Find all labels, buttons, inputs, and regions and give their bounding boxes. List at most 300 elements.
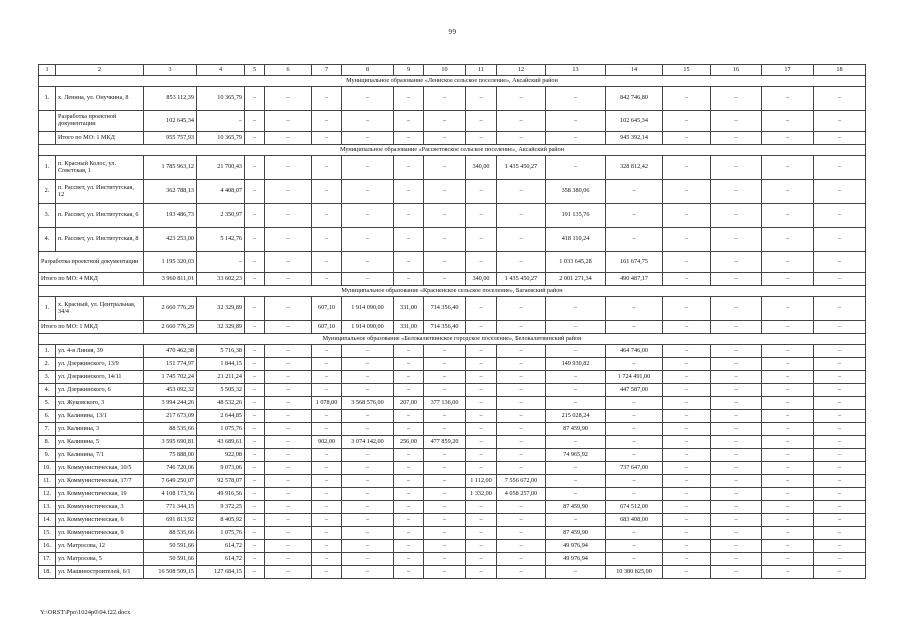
table-cell: – — [497, 321, 546, 334]
table-cell: – — [265, 501, 312, 514]
table-cell: – — [606, 423, 663, 436]
table-cell: 256,00 — [394, 436, 424, 449]
section-header-row — [39, 76, 866, 87]
column-number: 1 — [39, 65, 56, 76]
row-number: 8. — [39, 436, 56, 449]
table-cell: – — [245, 358, 265, 371]
table-cell: – — [466, 436, 497, 449]
table-cell: – — [342, 527, 394, 540]
row-number: 3. — [39, 371, 56, 384]
column-number: 4 — [197, 65, 245, 76]
column-number: 11 — [466, 65, 497, 76]
row-number: 4. — [39, 384, 56, 397]
table-cell: 418 110,24 — [546, 228, 606, 252]
table-cell: – — [245, 423, 265, 436]
table-cell: – — [394, 180, 424, 204]
table-cell: – — [342, 566, 394, 579]
table-cell: – — [424, 423, 466, 436]
table-cell: – — [312, 449, 342, 462]
address-cell: ул. Коммунистическая, 9 — [56, 527, 144, 540]
table-cell: – — [245, 111, 265, 132]
table-cell: – — [394, 423, 424, 436]
address-cell: п. Красный Колос, ул. Советская, 1 — [56, 156, 144, 180]
table-cell: 853 112,39 — [144, 87, 197, 111]
table-cell: – — [394, 384, 424, 397]
table-cell: – — [762, 553, 814, 566]
table-cell: – — [497, 462, 546, 475]
table-cell: – — [466, 514, 497, 527]
table-cell: – — [265, 358, 312, 371]
table-cell: – — [711, 180, 762, 204]
table-cell: – — [466, 397, 497, 410]
table-cell: – — [762, 462, 814, 475]
table-cell: – — [606, 397, 663, 410]
table-cell: – — [312, 358, 342, 371]
table-cell: – — [312, 423, 342, 436]
column-number: 17 — [762, 65, 814, 76]
table-cell: – — [663, 358, 711, 371]
table-cell: 2 644,85 — [197, 410, 245, 423]
table-cell: – — [466, 358, 497, 371]
address-cell: п. Рассвет, ул. Институтская, 6 — [56, 204, 144, 228]
table-row — [39, 527, 866, 540]
table-cell: – — [424, 462, 466, 475]
table-cell: 683 408,00 — [606, 514, 663, 527]
table-cell: 447 587,00 — [606, 384, 663, 397]
table-cell: 21 211,24 — [197, 371, 245, 384]
table-cell: – — [394, 527, 424, 540]
row-number: 1. — [39, 156, 56, 180]
table-cell: 737 647,00 — [606, 462, 663, 475]
row-number — [39, 111, 56, 132]
row-number: 6. — [39, 410, 56, 423]
table-cell: – — [606, 204, 663, 228]
table-cell: – — [606, 436, 663, 449]
table-cell: – — [245, 436, 265, 449]
table-cell: 2 350,97 — [197, 204, 245, 228]
column-number: 5 — [245, 65, 265, 76]
table-cell: – — [814, 252, 866, 273]
table-cell: – — [466, 384, 497, 397]
table-cell: 377 136,00 — [424, 397, 466, 410]
table-cell: – — [342, 156, 394, 180]
table-cell: – — [497, 132, 546, 145]
table-cell: – — [663, 553, 711, 566]
table-cell: – — [394, 540, 424, 553]
table-cell: – — [663, 566, 711, 579]
table-cell: – — [394, 566, 424, 579]
table-cell: – — [424, 501, 466, 514]
table-cell: – — [762, 358, 814, 371]
table-cell: – — [265, 462, 312, 475]
table-cell: – — [394, 252, 424, 273]
table-cell: – — [265, 156, 312, 180]
table-row — [39, 449, 866, 462]
table-cell: – — [762, 371, 814, 384]
table-cell: 127 684,15 — [197, 566, 245, 579]
table-cell: 746 720,06 — [144, 462, 197, 475]
table-cell: – — [466, 540, 497, 553]
table-cell: – — [814, 297, 866, 321]
table-cell: 3 074 142,00 — [342, 436, 394, 449]
table-cell: – — [762, 228, 814, 252]
table-cell: – — [606, 297, 663, 321]
table-cell: – — [265, 423, 312, 436]
table-cell: – — [546, 345, 606, 358]
column-number: 15 — [663, 65, 711, 76]
table-cell: 3 568 576,00 — [342, 397, 394, 410]
table-cell: – — [245, 321, 265, 334]
table-cell: – — [265, 87, 312, 111]
table-cell: 2 660 776,29 — [144, 297, 197, 321]
table-cell: 74 965,92 — [546, 449, 606, 462]
table-cell: – — [265, 273, 312, 286]
table-cell: 1 332,00 — [466, 488, 497, 501]
table-cell: – — [606, 358, 663, 371]
section-title: Муниципальное образование «Рассветовское сельское поселение», Аксайский район — [39, 145, 866, 156]
table-cell: – — [312, 462, 342, 475]
table-row — [39, 540, 866, 553]
table-cell: – — [606, 449, 663, 462]
table-cell: – — [762, 488, 814, 501]
table-cell: – — [497, 501, 546, 514]
table-cell: – — [394, 501, 424, 514]
table-cell: – — [245, 397, 265, 410]
table-cell: – — [265, 488, 312, 501]
table-cell: – — [711, 462, 762, 475]
table-cell: 1 914 090,00 — [342, 321, 394, 334]
table-row — [39, 488, 866, 501]
table-cell: – — [394, 514, 424, 527]
table-cell: – — [312, 273, 342, 286]
table-cell: – — [394, 111, 424, 132]
table-cell: – — [814, 462, 866, 475]
table-row — [39, 566, 866, 579]
table-cell: – — [265, 228, 312, 252]
table-cell: – — [497, 397, 546, 410]
table-cell: – — [663, 297, 711, 321]
table-cell: 9 073,06 — [197, 462, 245, 475]
table-cell: 149 930,82 — [546, 358, 606, 371]
table-cell: – — [424, 204, 466, 228]
table-cell: – — [312, 540, 342, 553]
table-row — [39, 180, 866, 204]
table-cell: – — [466, 501, 497, 514]
table-cell: 1 435 450,27 — [497, 273, 546, 286]
table-cell: – — [663, 180, 711, 204]
table-cell: 714 356,40 — [424, 321, 466, 334]
section-header-row — [39, 145, 866, 156]
table-cell: – — [711, 273, 762, 286]
table-cell: – — [711, 297, 762, 321]
table-cell: – — [424, 345, 466, 358]
address-cell: ул. Коммунистическая, 19 — [56, 488, 144, 501]
column-number: 8 — [342, 65, 394, 76]
table-cell: – — [312, 553, 342, 566]
table-cell: – — [312, 252, 342, 273]
table-cell: – — [762, 423, 814, 436]
table-cell: – — [245, 273, 265, 286]
table-cell: – — [762, 321, 814, 334]
address-cell: ул. Калинина, 7/1 — [56, 449, 144, 462]
table-cell: – — [265, 132, 312, 145]
table-cell: – — [762, 111, 814, 132]
column-number: 14 — [606, 65, 663, 76]
table-cell: – — [265, 204, 312, 228]
table-cell: – — [265, 252, 312, 273]
table-cell: – — [711, 488, 762, 501]
table-cell: – — [245, 132, 265, 145]
table-cell: 955 757,93 — [144, 132, 197, 145]
table-cell: – — [312, 384, 342, 397]
table-cell: – — [394, 488, 424, 501]
table-cell: – — [711, 111, 762, 132]
table-cell: 4 408,07 — [197, 180, 245, 204]
row-number: 1. — [39, 87, 56, 111]
table-row — [39, 297, 866, 321]
table-cell: – — [711, 501, 762, 514]
table-cell: 3 595 690,81 — [144, 436, 197, 449]
table-cell: – — [245, 87, 265, 111]
table-row — [39, 273, 866, 286]
table-cell: – — [245, 156, 265, 180]
table-cell: – — [424, 475, 466, 488]
table-cell: 48 532,26 — [197, 397, 245, 410]
table-cell: – — [342, 410, 394, 423]
table-cell: – — [497, 297, 546, 321]
table-cell: – — [663, 475, 711, 488]
table-cell: – — [342, 384, 394, 397]
table-cell: 1 844,15 — [197, 358, 245, 371]
table-cell: 50 591,66 — [144, 553, 197, 566]
table-cell: – — [424, 252, 466, 273]
table-cell: – — [265, 397, 312, 410]
column-number: 6 — [265, 65, 312, 76]
table-cell: – — [265, 527, 312, 540]
table-cell: – — [663, 436, 711, 449]
table-cell: – — [394, 462, 424, 475]
table-cell: – — [711, 553, 762, 566]
table-cell: – — [312, 204, 342, 228]
table-cell: – — [546, 514, 606, 527]
table-cell: – — [312, 132, 342, 145]
table-cell: – — [762, 501, 814, 514]
table-cell: – — [663, 111, 711, 132]
table-cell: – — [497, 436, 546, 449]
table-cell: 340,00 — [466, 273, 497, 286]
table-cell: – — [814, 527, 866, 540]
table-cell: – — [466, 297, 497, 321]
table-cell: – — [342, 273, 394, 286]
table-cell: – — [466, 410, 497, 423]
table-cell: – — [497, 87, 546, 111]
column-number-row — [39, 65, 866, 76]
row-number: 9. — [39, 449, 56, 462]
table-cell: 151 774,97 — [144, 358, 197, 371]
table-cell: 191 135,76 — [546, 204, 606, 228]
table-cell: – — [762, 514, 814, 527]
table-cell: – — [342, 132, 394, 145]
table-cell: 217 673,09 — [144, 410, 197, 423]
table-cell: – — [762, 527, 814, 540]
table-cell: – — [762, 180, 814, 204]
table-cell: – — [762, 475, 814, 488]
table-cell: – — [663, 527, 711, 540]
table-cell: – — [762, 384, 814, 397]
table-row — [39, 358, 866, 371]
table-cell: – — [342, 423, 394, 436]
table-cell: – — [394, 204, 424, 228]
table-cell: – — [497, 345, 546, 358]
table-row — [39, 204, 866, 228]
table-cell: 161 674,75 — [606, 252, 663, 273]
table-cell: – — [711, 384, 762, 397]
table-cell: – — [497, 228, 546, 252]
table-cell: 2 660 776,29 — [144, 321, 197, 334]
row-number: 1. — [39, 297, 56, 321]
table-cell: – — [814, 111, 866, 132]
table-cell: – — [394, 475, 424, 488]
table-cell: 10 380 825,00 — [606, 566, 663, 579]
table-cell: – — [424, 410, 466, 423]
table-cell: – — [762, 204, 814, 228]
table-cell: – — [312, 475, 342, 488]
address-cell: п. Рассвет, ул. Институтская, 12 — [56, 180, 144, 204]
row-number: 16. — [39, 540, 56, 553]
table-cell: – — [342, 514, 394, 527]
table-cell: – — [424, 111, 466, 132]
table-cell: – — [497, 371, 546, 384]
row-label: Итого по МО: 1 МКД — [39, 321, 144, 334]
table-cell: – — [814, 156, 866, 180]
table-cell: – — [546, 462, 606, 475]
table-cell: – — [312, 527, 342, 540]
table-cell: – — [424, 566, 466, 579]
table-cell: – — [342, 228, 394, 252]
table-cell: – — [265, 553, 312, 566]
address-cell: ул. 4-я Линия, 39 — [56, 345, 144, 358]
table-cell: – — [342, 87, 394, 111]
table-row — [39, 384, 866, 397]
table-cell: – — [245, 540, 265, 553]
table-cell: 92 578,07 — [197, 475, 245, 488]
table-row — [39, 462, 866, 475]
table-cell: – — [711, 87, 762, 111]
table-cell: – — [663, 252, 711, 273]
table-cell: 32 329,89 — [197, 321, 245, 334]
row-number: 11. — [39, 475, 56, 488]
table-cell: – — [663, 501, 711, 514]
table-cell: – — [762, 345, 814, 358]
row-number: 7. — [39, 423, 56, 436]
table-cell: – — [762, 397, 814, 410]
table-cell: – — [711, 132, 762, 145]
table-cell: – — [814, 180, 866, 204]
table-cell: – — [606, 410, 663, 423]
table-cell: – — [342, 111, 394, 132]
table-cell: – — [424, 553, 466, 566]
address-cell: ул. Коммунистическая, 10/5 — [56, 462, 144, 475]
footer-file-path: Y:\ORST\Ppo\1024p0\04.f22.docx — [40, 609, 131, 616]
column-number: 3 — [144, 65, 197, 76]
table-cell: – — [606, 321, 663, 334]
address-cell: п. Рассвет, ул. Институтская, 8 — [56, 228, 144, 252]
table-cell: – — [711, 345, 762, 358]
address-cell: ул. Калинина, 13/1 — [56, 410, 144, 423]
table-cell: – — [466, 111, 497, 132]
table-cell: – — [711, 358, 762, 371]
table-cell: – — [546, 475, 606, 488]
table-cell: – — [424, 540, 466, 553]
table-cell: 193 486,73 — [144, 204, 197, 228]
table-cell: 75 888,00 — [144, 449, 197, 462]
table-cell: – — [312, 156, 342, 180]
table-cell: – — [424, 156, 466, 180]
row-number: 5. — [39, 397, 56, 410]
table-cell: 902,00 — [312, 436, 342, 449]
table-cell: – — [245, 449, 265, 462]
table-cell: – — [265, 321, 312, 334]
address-cell: ул. Коммунистическая, 17/7 — [56, 475, 144, 488]
row-number: 13. — [39, 501, 56, 514]
section-header-row — [39, 334, 866, 345]
table-cell: – — [546, 436, 606, 449]
table-cell: – — [312, 514, 342, 527]
table-cell: 3 994 244,26 — [144, 397, 197, 410]
table-cell: – — [497, 423, 546, 436]
table-cell: 328 812,42 — [606, 156, 663, 180]
table-cell: – — [606, 527, 663, 540]
table-cell: – — [265, 371, 312, 384]
column-number: 10 — [424, 65, 466, 76]
table-cell: 607,10 — [312, 321, 342, 334]
table-row — [39, 371, 866, 384]
table-cell: – — [814, 371, 866, 384]
table-cell: – — [711, 514, 762, 527]
table-cell: – — [814, 423, 866, 436]
table-cell: – — [497, 566, 546, 579]
table-cell: 87 459,90 — [546, 423, 606, 436]
table-cell: – — [466, 371, 497, 384]
table-cell: 1 785 963,12 — [144, 156, 197, 180]
row-number: 1. — [39, 345, 56, 358]
table-cell: – — [265, 566, 312, 579]
table-cell: 5 716,38 — [197, 345, 245, 358]
table-cell: – — [424, 228, 466, 252]
table-cell: – — [424, 132, 466, 145]
table-cell: – — [466, 180, 497, 204]
table-cell: – — [245, 488, 265, 501]
table-cell: – — [711, 540, 762, 553]
column-number: 9 — [394, 65, 424, 76]
address-cell: ул. Коммунистическая, 6 — [56, 514, 144, 527]
table-cell: 453 092,32 — [144, 384, 197, 397]
table-cell: – — [497, 358, 546, 371]
row-number: 3. — [39, 204, 56, 228]
table-cell: 87 459,90 — [546, 501, 606, 514]
table-cell: – — [466, 566, 497, 579]
table-row — [39, 423, 866, 436]
table-cell: – — [245, 180, 265, 204]
table-cell: – — [394, 132, 424, 145]
table-cell: 1 914 090,00 — [342, 297, 394, 321]
table-cell: 8 405,92 — [197, 514, 245, 527]
table-cell: 3 960 811,01 — [144, 273, 197, 286]
table-cell: – — [312, 111, 342, 132]
table-cell: – — [711, 156, 762, 180]
table-cell: 9 372,25 — [197, 501, 245, 514]
table-cell: – — [711, 252, 762, 273]
